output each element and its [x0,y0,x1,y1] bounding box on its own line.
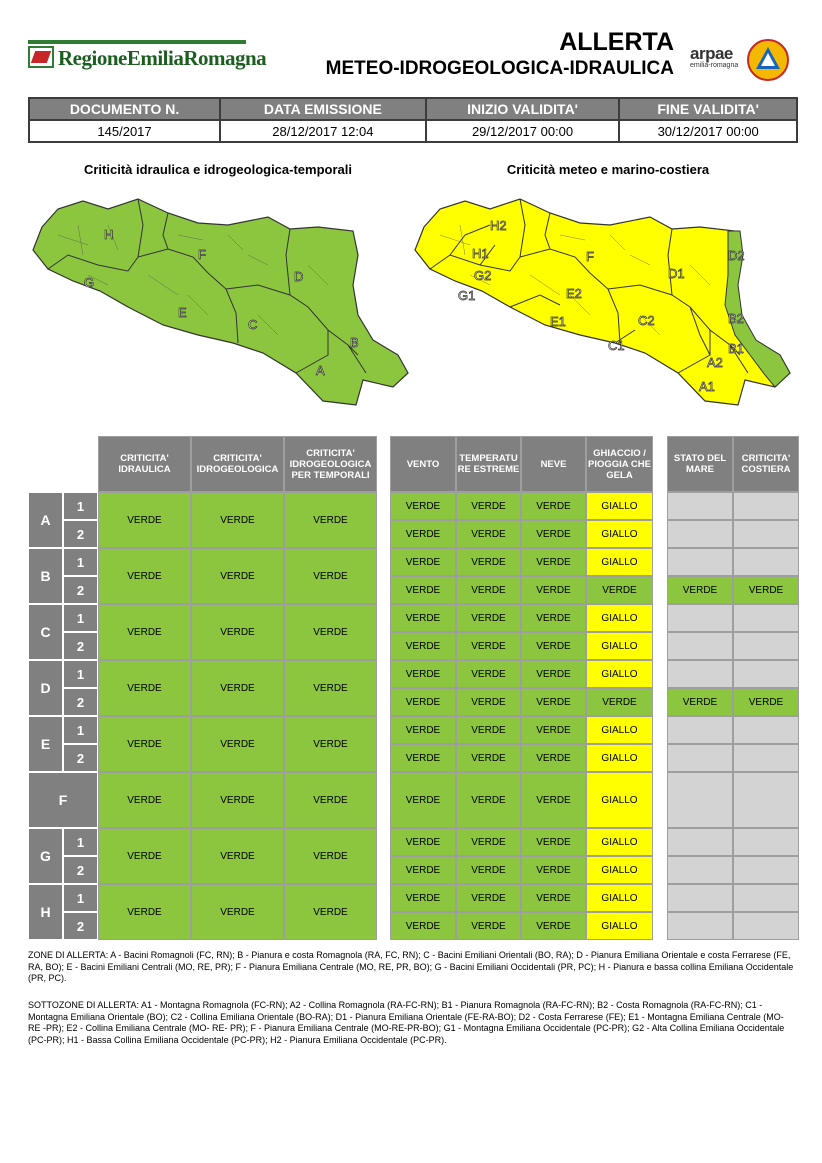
map-left-label-d: D [294,269,304,284]
zone-F-row-0-mid-0: VERDE [390,772,456,828]
zone-E-left-0: VERDE [98,716,191,772]
map-idraulica [28,195,418,415]
zone-A-row-1-coast-1 [733,520,799,548]
map-right-label-h1: H1 [472,246,489,261]
zone-C-row-0-mid-2: VERDE [521,604,586,632]
zone-A-left-0: VERDE [98,492,191,548]
zone-H: H [28,884,63,940]
zone-A-row-0-mid-3: GIALLO [586,492,653,520]
doc-header-end: FINE VALIDITA' [619,98,797,120]
zone-G: G [28,828,63,884]
zone-A-row-0-coast-1 [733,492,799,520]
zone-E-row-0-coast-1 [733,716,799,744]
zone-C-row-0-mid-1: VERDE [456,604,521,632]
doc-end: 30/12/2017 00:00 [619,120,797,142]
zone-G-row-1-mid-0: VERDE [390,856,456,884]
zone-B-row-1-mid-1: VERDE [456,576,521,604]
zone-F-left-0: VERDE [98,772,191,828]
zone-D-row-0-mid-1: VERDE [456,660,521,688]
subzone-E1: 1 [63,716,98,744]
zone-notes: ZONE DI ALLERTA: A - Bacini Romagnoli (FC, RN); B - Pianura e costa Romagnola (RA, FC, RN); C - Bacini Emiliani Orientali (BO, RA); D - Pianura Emiliana Orientale e costa Ferrarese (FE, RA, BO); E - Bacini Emiliani Centrali (MO, RE, PR); F - Pianura Emiliana Centrale (MO, RE, PR, BO); G - Bacini Emiliani Occidentali (PR, PC); H - Pianura e bassa collina Emiliana Occidentale (PR, PC). [28,950,794,983]
zone-D-left-2: VERDE [284,660,377,716]
zone-C-row-0-mid-0: VERDE [390,604,456,632]
zone-H-row-1-coast-1 [733,912,799,940]
zone-E-row-1-mid-0: VERDE [390,744,456,772]
doc-header-number: DOCUMENTO N. [29,98,220,120]
header-right-0: STATO DEL MARE [667,436,733,492]
zone-F: F [28,772,98,828]
zone-E-row-0-mid-2: VERDE [521,716,586,744]
zone-H-row-1-mid-0: VERDE [390,912,456,940]
map-right-label-g2: G2 [474,268,492,283]
arpae-logo-text: arpae [690,44,733,63]
zone-A-row-0-mid-1: VERDE [456,492,521,520]
map-right-label-e2: E2 [566,286,582,301]
map-left-label-e: E [178,305,187,320]
zone-H-row-1-mid-3: GIALLO [586,912,653,940]
zone-E-row-1-coast-0 [667,744,733,772]
zone-B-left-1: VERDE [191,548,284,604]
zone-E-row-1-mid-2: VERDE [521,744,586,772]
zone-A-row-1-mid-2: VERDE [521,520,586,548]
map-right-label-c2: C2 [638,313,655,328]
logo-text: RegioneEmiliaRomagna [58,46,267,70]
subzone-H2: 2 [63,912,98,940]
zone-G-row-0-coast-1 [733,828,799,856]
zone-C-row-1-coast-0 [667,632,733,660]
zone-D-row-1-coast-1: VERDE [733,688,799,716]
map-right-label-c1: C1 [608,338,625,353]
zone-B-row-0-coast-1 [733,548,799,576]
zone-G-row-0-mid-0: VERDE [390,828,456,856]
zone-G-row-0-mid-1: VERDE [456,828,521,856]
map-left-label-c: C [248,317,258,332]
map-right-label-d1: D1 [668,266,685,281]
logo-bar [28,40,246,44]
zone-H-left-2: VERDE [284,884,377,940]
zone-F-row-0-mid-3: GIALLO [586,772,653,828]
zone-G-row-0-coast-0 [667,828,733,856]
subzone-B2: 2 [63,576,98,604]
map-left-label-a: A [316,363,325,378]
zone-F-left-2: VERDE [284,772,377,828]
zone-E-row-1-coast-1 [733,744,799,772]
zone-B-row-0-mid-1: VERDE [456,548,521,576]
zone-G-row-0-mid-2: VERDE [521,828,586,856]
subzone-C2: 2 [63,632,98,660]
zone-A-row-0-coast-0 [667,492,733,520]
zone-C-row-0-coast-1 [733,604,799,632]
zone-H-row-0-coast-0 [667,884,733,912]
map-left-label-h: H [104,227,114,242]
zone-E-left-1: VERDE [191,716,284,772]
zone-H-row-0-mid-3: GIALLO [586,884,653,912]
logo-mark-icon [28,46,54,68]
zone-C-left-0: VERDE [98,604,191,660]
zone-A-row-0-mid-0: VERDE [390,492,456,520]
zone-F-row-0-mid-1: VERDE [456,772,521,828]
subzone-D2: 2 [63,688,98,716]
subzone-E2: 2 [63,744,98,772]
document-info-table [28,97,798,143]
zone-C-row-0-coast-0 [667,604,733,632]
zone-B-row-0-mid-3: GIALLO [586,548,653,576]
map-right-label-e1: E1 [550,314,566,329]
map-right-label-a1: A1 [699,379,715,394]
zone-C-row-1-mid-0: VERDE [390,632,456,660]
zone-E-row-0-mid-0: VERDE [390,716,456,744]
zone-B: B [28,548,63,604]
zone-E-row-1-mid-1: VERDE [456,744,521,772]
doc-header-start: INIZIO VALIDITA' [426,98,620,120]
map-meteo [410,195,800,415]
subzone-notes: SOTTOZONE DI ALLERTA: A1 - Montagna Romagnola (FC-RN); A2 - Collina Romagnola (RA-FC-RN); B1 - Pianura Romagnola (RA-FC-RN); B2 - Costa Romagnola (RA-FC-RN); C1 - Montagna Emiliana Orientale (BO); C2 - Collina Emiliana Orientale (BO-RA); D1 - Pianura Emiliana Orientale (FE-RA-BO); D2 - Costa Ferrarese (FE); E1 - Montagna Emiliana Centrale (MO- RE -PR); E2 - Collina Emiliana Centrale (MO- RE- PR); F - Pianura Emiliana Centrale (MO-RE-PR-BO); G1 - Montagna Emiliana Occidentale (PC-PR); G2 - Alta Collina Emiliana Occidentale (PC-PR); H1 - Bassa Collina Emiliana Occidentale (PC-PR); H2 - Pianura Emiliana Occidentale (PC-PR). [28,1000,785,1045]
doc-emission: 28/12/2017 12:04 [220,120,426,142]
zone-D-left-1: VERDE [191,660,284,716]
zone-D-row-1-mid-3: VERDE [586,688,653,716]
map-left-region-shape [33,199,408,405]
subzone-H1: 1 [63,884,98,912]
zone-D-row-0-coast-1 [733,660,799,688]
map-left-label-g: G [84,275,95,290]
zone-A-row-1-mid-1: VERDE [456,520,521,548]
zone-G-row-1-mid-3: GIALLO [586,856,653,884]
zone-C-row-1-coast-1 [733,632,799,660]
zone-B-row-0-mid-2: VERDE [521,548,586,576]
zone-H-row-1-mid-2: VERDE [521,912,586,940]
zone-A-row-1-mid-3: GIALLO [586,520,653,548]
zone-B-row-0-coast-0 [667,548,733,576]
doc-number: 145/2017 [29,120,220,142]
zone-G-row-1-mid-2: VERDE [521,856,586,884]
map-right-label-d2: D2 [728,248,745,263]
header-right-1: CRITICITA' COSTIERA [733,436,799,492]
zone-B-row-0-mid-0: VERDE [390,548,456,576]
zone-B-row-1-coast-0: VERDE [667,576,733,604]
zone-G-row-1-coast-1 [733,856,799,884]
zone-C-left-2: VERDE [284,604,377,660]
zone-A-left-2: VERDE [284,492,377,548]
zone-E-left-2: VERDE [284,716,377,772]
header-mid-2: NEVE [521,436,586,492]
zone-E-row-0-mid-1: VERDE [456,716,521,744]
zone-A-row-0-mid-2: VERDE [521,492,586,520]
zone-A-row-1-mid-0: VERDE [390,520,456,548]
subzone-B1: 1 [63,548,98,576]
subzone-G1: 1 [63,828,98,856]
subzone-D1: 1 [63,660,98,688]
zone-C-row-1-mid-2: VERDE [521,632,586,660]
zone-B-left-2: VERDE [284,548,377,604]
zone-D-row-1-mid-2: VERDE [521,688,586,716]
zone-H-row-1-mid-1: VERDE [456,912,521,940]
regione-emilia-romagna-logo [28,38,267,72]
zone-H-row-0-mid-0: VERDE [390,884,456,912]
header-mid-0: VENTO [390,436,456,492]
zone-H-row-0-coast-1 [733,884,799,912]
zone-F-left-1: VERDE [191,772,284,828]
zone-H-left-0: VERDE [98,884,191,940]
zone-F-row-0-coast-1 [733,772,799,828]
subzone-C1: 1 [63,604,98,632]
zone-G-row-1-mid-1: VERDE [456,856,521,884]
zone-D: D [28,660,63,716]
arpae-logo [690,44,740,78]
protezione-civile-logo-icon [745,38,791,82]
zone-G-row-0-mid-3: GIALLO [586,828,653,856]
zone-C-left-1: VERDE [191,604,284,660]
zone-G-left-2: VERDE [284,828,377,884]
page-title: ALLERTA [559,28,674,56]
zone-A: A [28,492,63,548]
zone-D-row-1-coast-0: VERDE [667,688,733,716]
zone-C-row-0-mid-3: GIALLO [586,604,653,632]
page-subtitle: METEO-IDROGEOLOGICA-IDRAULICA [325,58,674,79]
subzone-A2: 2 [63,520,98,548]
zone-B-left-0: VERDE [98,548,191,604]
header-left-2: CRITICITA' IDROGEOLOGICA PER TEMPORALI [284,436,377,492]
doc-start: 29/12/2017 00:00 [426,120,620,142]
map-left-title: Criticità idraulica e idrogeologica-temporali [83,162,352,177]
zone-E-row-0-coast-0 [667,716,733,744]
zone-C-row-1-mid-1: VERDE [456,632,521,660]
zone-H-left-1: VERDE [191,884,284,940]
map-left-label-b: B [350,335,359,350]
map-right-label-h2: H2 [490,218,507,233]
zone-H-row-0-mid-1: VERDE [456,884,521,912]
zone-B-row-1-mid-3: VERDE [586,576,653,604]
map-right-label-a2: A2 [707,355,723,370]
map-right-title: Criticità meteo e marino-costiera [506,162,710,177]
map-right-label-b1: B1 [728,341,744,356]
arpae-logo-subtext: emilia-romagna [690,62,739,69]
header-mid-1: TEMPERATU RE ESTREME [456,436,521,492]
zone-H-row-1-coast-0 [667,912,733,940]
zone-E: E [28,716,63,772]
zone-H-row-0-mid-2: VERDE [521,884,586,912]
header-left-0: CRITICITA' IDRAULICA [98,436,191,492]
subzone-G2: 2 [63,856,98,884]
map-left-label-f: F [198,247,206,262]
doc-header-emission: DATA EMISSIONE [220,98,426,120]
zone-D-row-1-mid-0: VERDE [390,688,456,716]
zone-G-row-1-coast-0 [667,856,733,884]
zone-F-row-0-mid-2: VERDE [521,772,586,828]
zone-E-row-1-mid-3: GIALLO [586,744,653,772]
zone-A-left-1: VERDE [191,492,284,548]
map-right-label-g1: G1 [458,288,476,303]
zone-A-row-1-coast-0 [667,520,733,548]
zone-E-row-0-mid-3: GIALLO [586,716,653,744]
subzone-A1: 1 [63,492,98,520]
zone-D-row-0-mid-2: VERDE [521,660,586,688]
map-right-label-b2: B2 [728,311,744,326]
zone-F-row-0-coast-0 [667,772,733,828]
zone-D-left-0: VERDE [98,660,191,716]
zone-C-row-1-mid-3: GIALLO [586,632,653,660]
zone-C: C [28,604,63,660]
map-right-label-f: F [586,249,594,264]
header-left-1: CRITICITA' IDROGEOLOGICA [191,436,284,492]
zone-D-row-1-mid-1: VERDE [456,688,521,716]
header-mid-3: GHIACCIO / PIOGGIA CHE GELA [586,436,653,492]
zone-B-row-1-coast-1: VERDE [733,576,799,604]
zone-G-left-1: VERDE [191,828,284,884]
zone-B-row-1-mid-2: VERDE [521,576,586,604]
zone-B-row-1-mid-0: VERDE [390,576,456,604]
zone-D-row-0-mid-3: GIALLO [586,660,653,688]
zone-G-left-0: VERDE [98,828,191,884]
zone-D-row-0-coast-0 [667,660,733,688]
zone-D-row-0-mid-0: VERDE [390,660,456,688]
